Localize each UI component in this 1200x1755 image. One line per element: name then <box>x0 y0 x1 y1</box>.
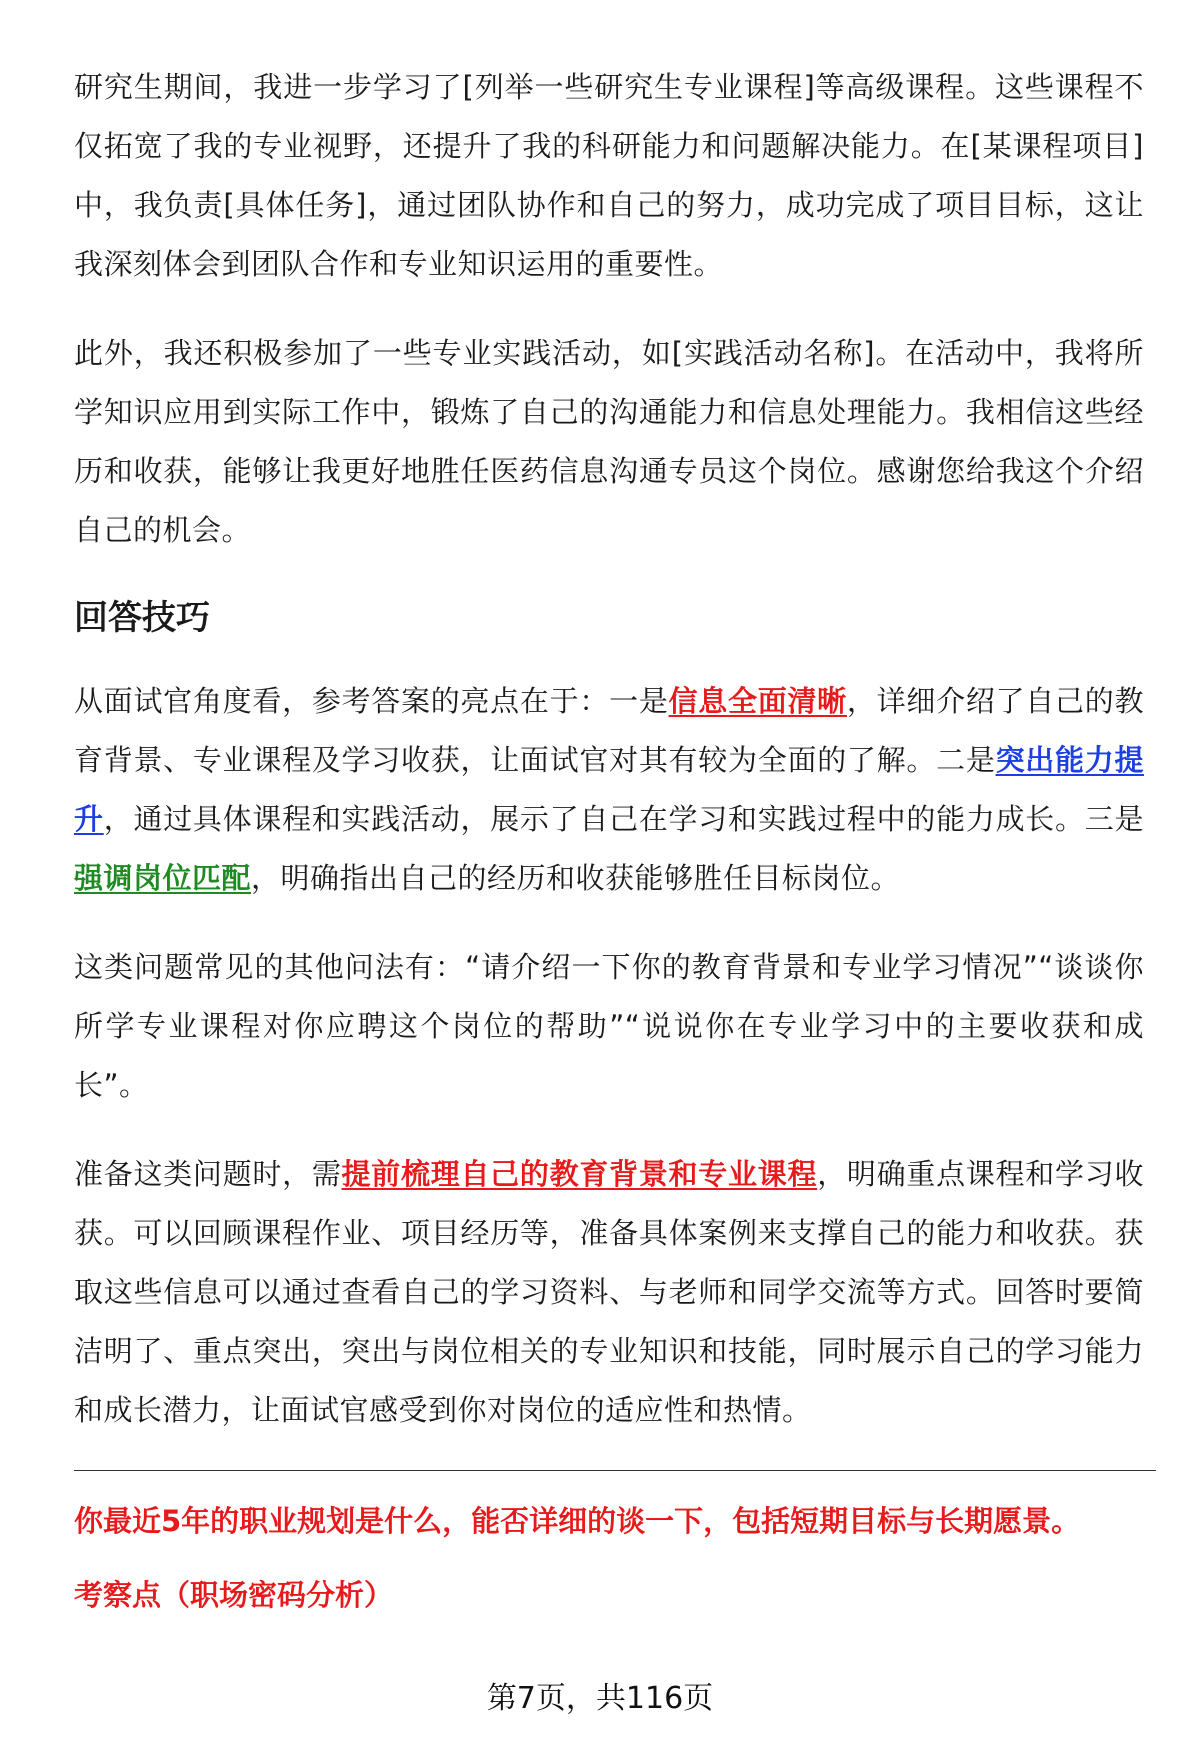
next-subhead: 考察点（职场密码分析） <box>74 1578 394 1612</box>
document-page <box>74 58 1144 1615</box>
highlight-blue: 突出能力提升 <box>74 743 1144 836</box>
highlight-red: 信息全面清晰 <box>668 684 847 718</box>
body-paragraph: 研究生期间，我进一步学习了[列举一些研究生专业课程]等高级课程。这些课程不仅拓宽了我的专业视野，还提升了我的科研能力和问题解决能力。在[某课程项目]中，我负责[具体任务]，通过团队协作和自己的努力，成功完成了项目目标，这让我深刻体会到团队合作和专业知识运用的重要性。 <box>74 70 1144 281</box>
tips-paragraph <box>74 672 1144 908</box>
text-run: ，明确重点课程和学习收获。可以回顾课程作业、项目经历等，准备具体案例来支撑自己的能力和收获。获取这些信息可以通过查看自己的学习资料、与老师和同学交流等方式。回答时要简洁明了、重点突出，突出与岗位相关的专业知识和技能，同时展示自己的学习能力和成长潜力，让面试官感受到你对岗位的适应性和热情。 <box>74 1157 1144 1427</box>
text-run: ，明确指出自己的经历和收获能够胜任目标岗位。 <box>251 861 901 895</box>
text-run: ，详细介绍了自己的教育背景、专业课程及学习收获，让面试官对其有较为全面的了解。二是 <box>74 684 1144 777</box>
text-run: 从面试官角度看，参考答案的亮点在于：一是 <box>74 684 669 718</box>
text-run: ，通过具体课程和实践活动，展示了自己在学习和实践过程中的能力成长。三是 <box>103 802 1144 836</box>
prep-paragraph <box>74 1145 1144 1440</box>
body-paragraph: 此外，我还积极参加了一些专业实践活动，如[实践活动名称]。在活动中，我将所学知识应用到实际工作中，锻炼了自己的沟通能力和信息处理能力。我相信这些经历和收获，能够让我更好地胜任医药信息沟通专员这个岗位。感谢您给我这个介绍自己的机会。 <box>74 336 1144 547</box>
alternatives-paragraph: 这类问题常见的其他问法有：“请介绍一下你的教育背景和专业学习情况”“谈谈你所学专业课程对你应聘这个岗位的帮助”“说说你在专业学习中的主要收获和成长”。 <box>74 950 1144 1102</box>
divider <box>74 1470 1156 1471</box>
highlight-red: 提前梳理自己的教育背景和专业课程 <box>341 1157 818 1191</box>
page-footer: 第7页，共116页 <box>486 1681 714 1716</box>
next-question: 你最近5年的职业规划是什么，能否详细的谈一下，包括短期目标与长期愿景。 <box>74 1504 1081 1538</box>
section-title: 回答技巧 <box>74 598 210 638</box>
text-run: 准备这类问题时，需 <box>74 1157 342 1191</box>
highlight-green: 强调岗位匹配 <box>74 861 252 895</box>
